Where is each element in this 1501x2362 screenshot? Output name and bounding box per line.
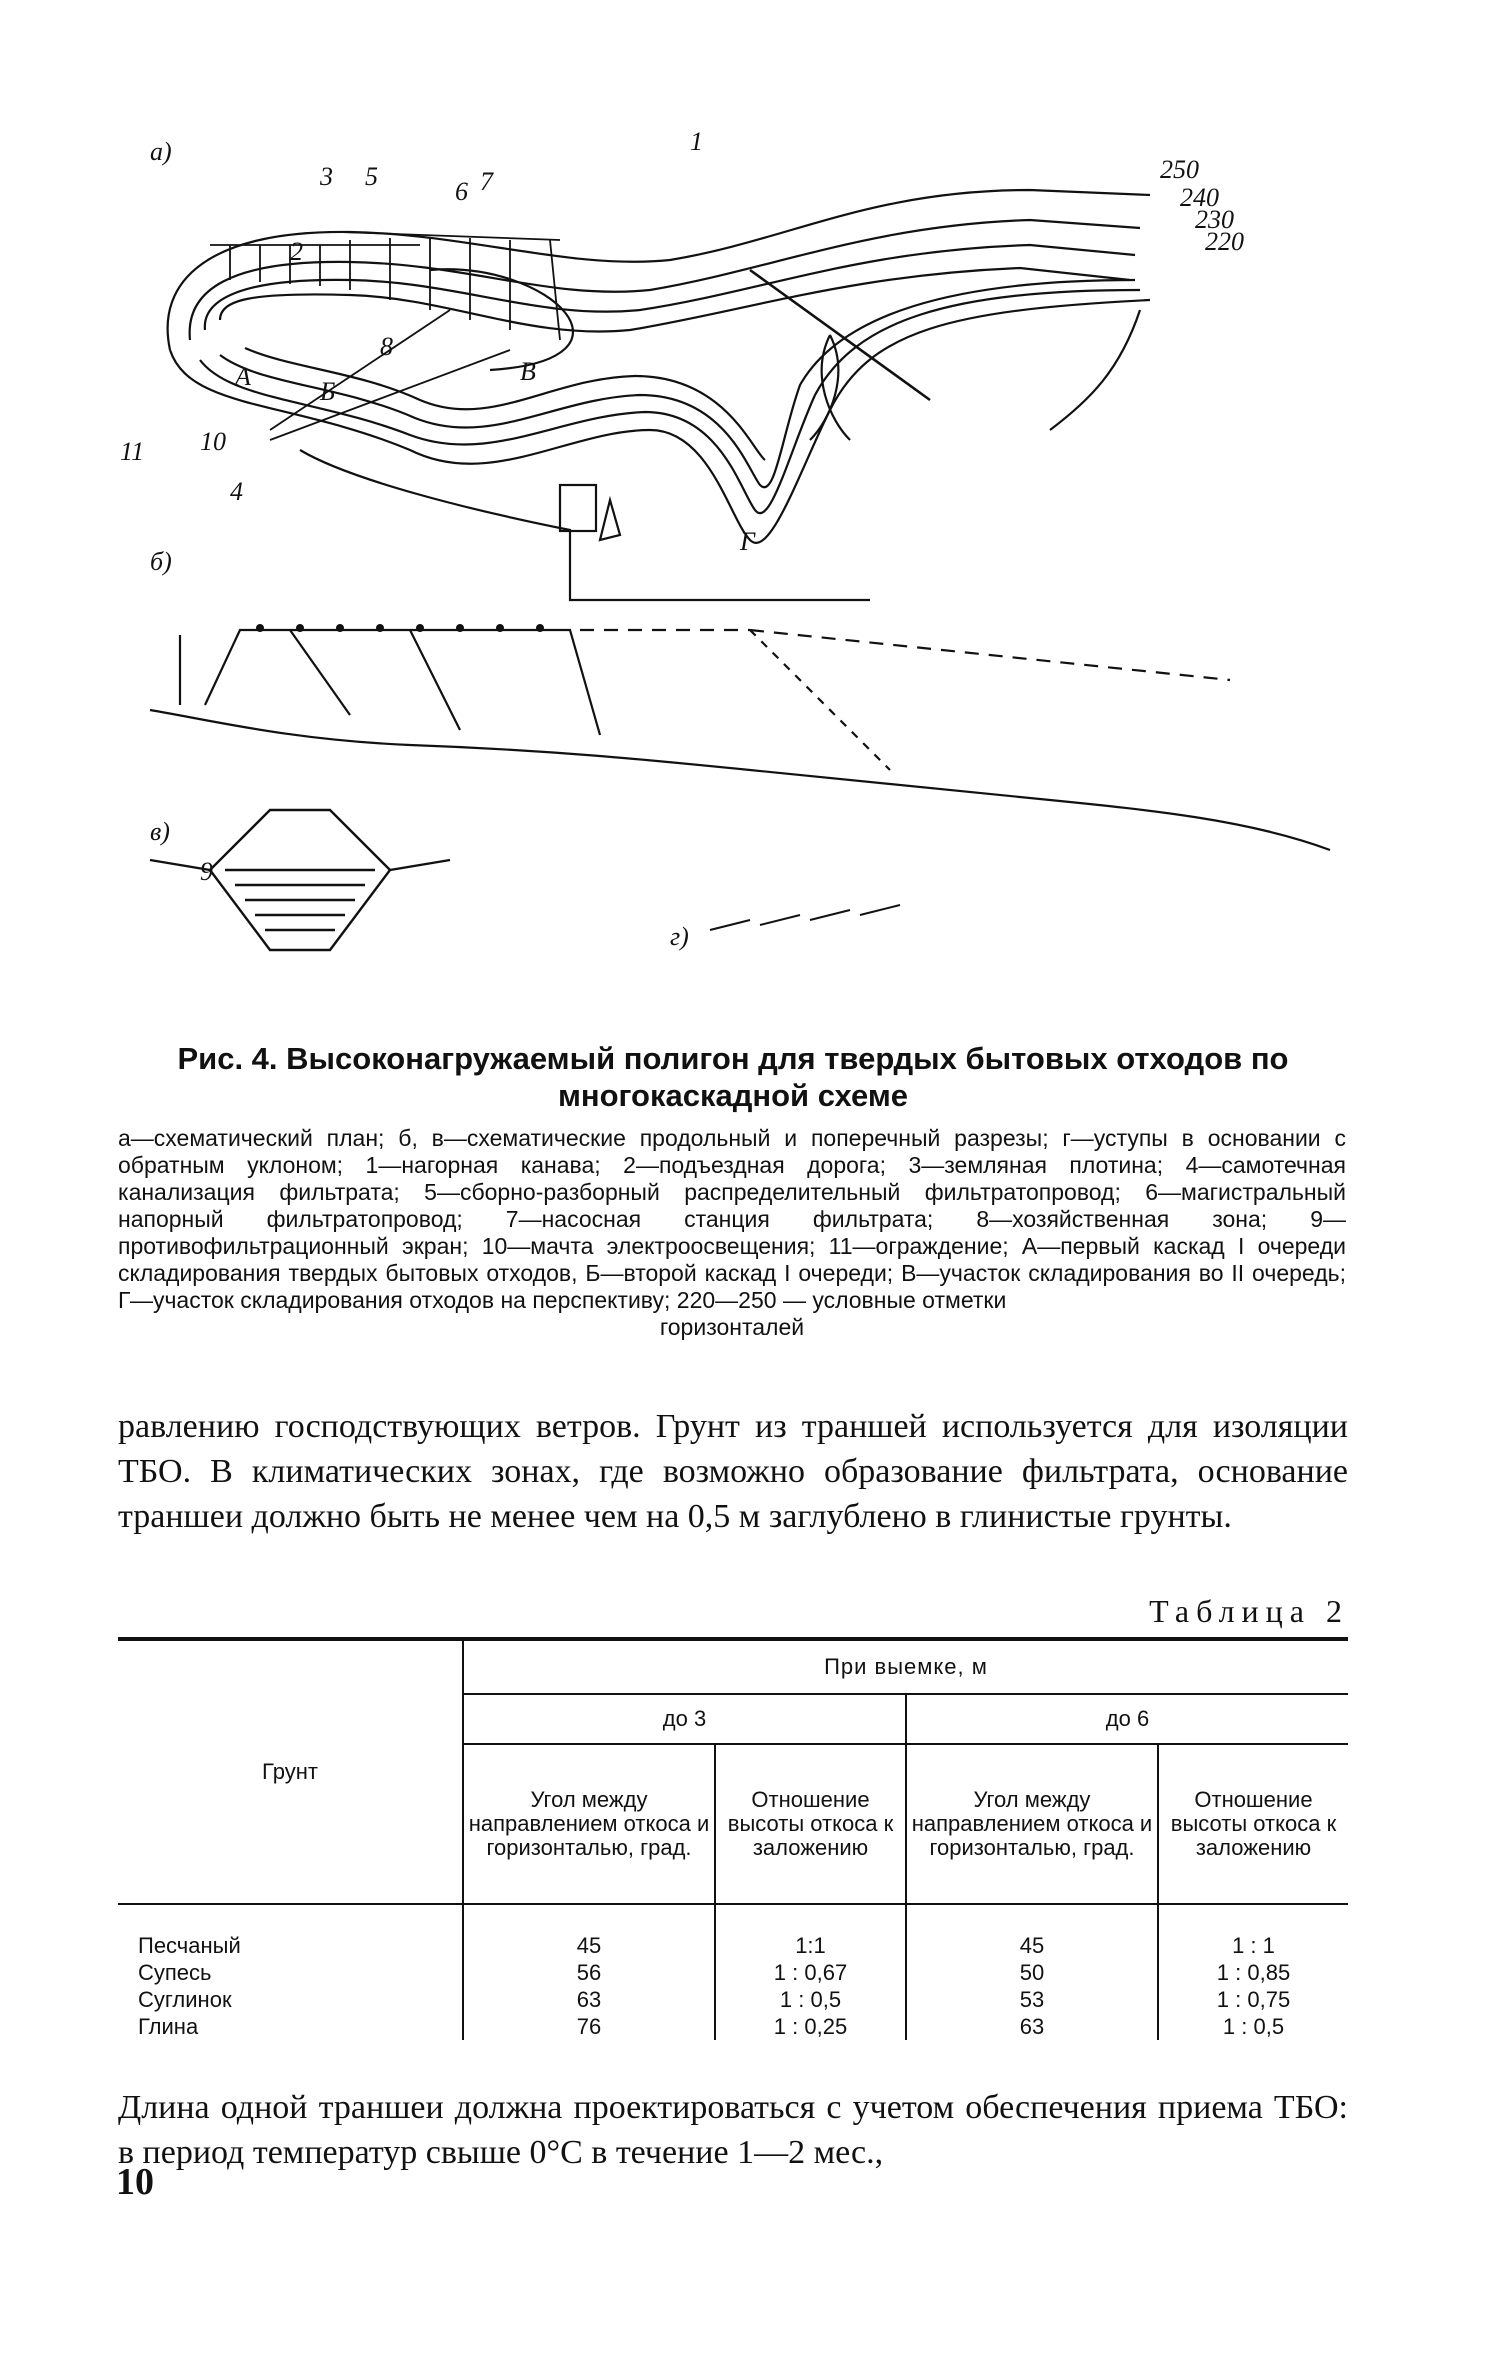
- label-g: г): [670, 922, 689, 951]
- col-ratio-6: Отношение высоты откоса к заложению: [1158, 1744, 1348, 1904]
- label-v: в): [150, 817, 170, 846]
- subgroup-up-to-6: до 6: [906, 1694, 1348, 1744]
- table-label: Таблица 2: [1149, 1593, 1349, 1629]
- num-10: 10: [200, 427, 226, 456]
- profile-section: [150, 630, 1330, 850]
- num-9: 9: [200, 857, 213, 886]
- ratio-3: 1 : 0,25: [715, 2013, 906, 2040]
- num-5: 5: [365, 162, 378, 191]
- figure-caption-legend: [118, 1125, 1346, 1341]
- figure-4: [120, 127, 1350, 1030]
- table-row: [118, 1932, 1348, 1959]
- subgroup-up-to-3: до 3: [463, 1694, 906, 1744]
- ratio-3: 1:1: [715, 1932, 906, 1959]
- ratio-3: 1 : 0,5: [715, 1986, 906, 2013]
- contour-230: 230: [1195, 205, 1234, 234]
- steps-diagram: [710, 905, 900, 930]
- soil-slope-table: [118, 1637, 1348, 2040]
- ratio-6: 1 : 1: [1158, 1932, 1348, 1959]
- table-body: [118, 1904, 1348, 2040]
- figure-caption-title: Рис. 4. Высоконагружаемый полигон для твердых бытовых отходов по многокаскадной схеме: [177, 1041, 1289, 1113]
- ratio-3: 1 : 0,67: [715, 1959, 906, 1986]
- soil-name: Глина: [138, 2014, 199, 2039]
- num-3: 3: [320, 162, 333, 191]
- table-row: [118, 1959, 1348, 1986]
- page-number: 10: [116, 2161, 154, 2203]
- table-row: [118, 2013, 1348, 2040]
- num-7: 7: [480, 167, 493, 196]
- legend-text: а—схематический план; б, в—схематические продольный и поперечный разрезы; г—уступы в основании с обратным уклоном; 1—нагорная канава; 2—подъездная дорога; 3—земляная плотина; 4—самотечная канализация фильтрата; 5—сборно-разборный распределительный фильтратопровод; 6—магистральный напорный фильтратопровод; 7—насосная станция фильтрата; 8—хозяйственная зона; 9—противофильтрационный экран; 10—мачта электроосвещения; 11—ограждение; А—первый каскад I очереди складирования твердых бытовых отходов, Б—второй каскад I очереди; В—участок складирования во II очередь; Г—участок складирования отходов на перспективу; 220—250 — условные отметки: [118, 1125, 1346, 1313]
- angle-3: 63: [463, 1986, 715, 2013]
- soil-name: Супесь: [138, 1960, 212, 1985]
- soil-name: Песчаный: [138, 1933, 241, 1958]
- angle-6: 45: [906, 1932, 1158, 1959]
- angle-3: 56: [463, 1959, 715, 1986]
- ratio-6: 1 : 0,75: [1158, 1986, 1348, 2013]
- ratio-6: 1 : 0,85: [1158, 1959, 1348, 1986]
- paragraph-2: Длина одной траншеи должна проектироваться с учетом обеспечения приема ТБО: в период температур свыше 0°С в течение 1—2 мес.,: [118, 2089, 1348, 2171]
- col-group-header: При выемке, м: [463, 1639, 1348, 1694]
- zone-B: Б: [320, 377, 336, 406]
- col-angle-6: Угол между направлением откоса и горизонталью, град.: [906, 1744, 1158, 1904]
- table-row: [118, 1986, 1348, 2013]
- angle-3: 45: [463, 1932, 715, 1959]
- contour-240: 240: [1180, 183, 1219, 212]
- num-2: 2: [290, 237, 303, 266]
- zone-G: Г: [740, 527, 755, 556]
- figure-labels: [120, 127, 1244, 951]
- angle-6: 63: [906, 2013, 1158, 2040]
- paragraph-1: равлению господствующих ветров. Грунт из траншей используется для изоляции ТБО. В климатических зонах, где возможно образование фильтрата, основание траншеи должно быть не менее чем на 0,5 м заглублено в глинистые грунты.: [118, 1408, 1348, 1535]
- num-11: 11: [120, 437, 145, 466]
- cross-section: [150, 810, 450, 950]
- angle-6: 53: [906, 1986, 1158, 2013]
- ratio-6: 1 : 0,5: [1158, 2013, 1348, 2040]
- label-a: а): [150, 137, 172, 166]
- legend-last-line: горизонталей: [659, 1314, 805, 1340]
- label-b: б): [150, 547, 172, 576]
- angle-6: 50: [906, 1959, 1158, 1986]
- zone-A: А: [235, 362, 251, 391]
- col-soil-header: Грунт: [118, 1639, 463, 1904]
- angle-3: 76: [463, 2013, 715, 2040]
- col-angle-3: Угол между направлением откоса и горизонталью, град.: [463, 1744, 715, 1904]
- num-1: 1: [690, 127, 703, 156]
- zone-V: В: [520, 357, 536, 386]
- num-8: 8: [380, 332, 393, 361]
- num-4: 4: [230, 477, 243, 506]
- figure-drawing: [120, 127, 1350, 1030]
- table-2: [118, 1637, 1348, 2040]
- plan-contours: [168, 190, 1150, 600]
- num-6: 6: [455, 177, 468, 206]
- soil-name: Суглинок: [138, 1987, 232, 2012]
- contour-220: 220: [1205, 227, 1244, 256]
- contour-250: 250: [1160, 155, 1199, 184]
- col-ratio-3: Отношение высоты откоса к заложению: [715, 1744, 906, 1904]
